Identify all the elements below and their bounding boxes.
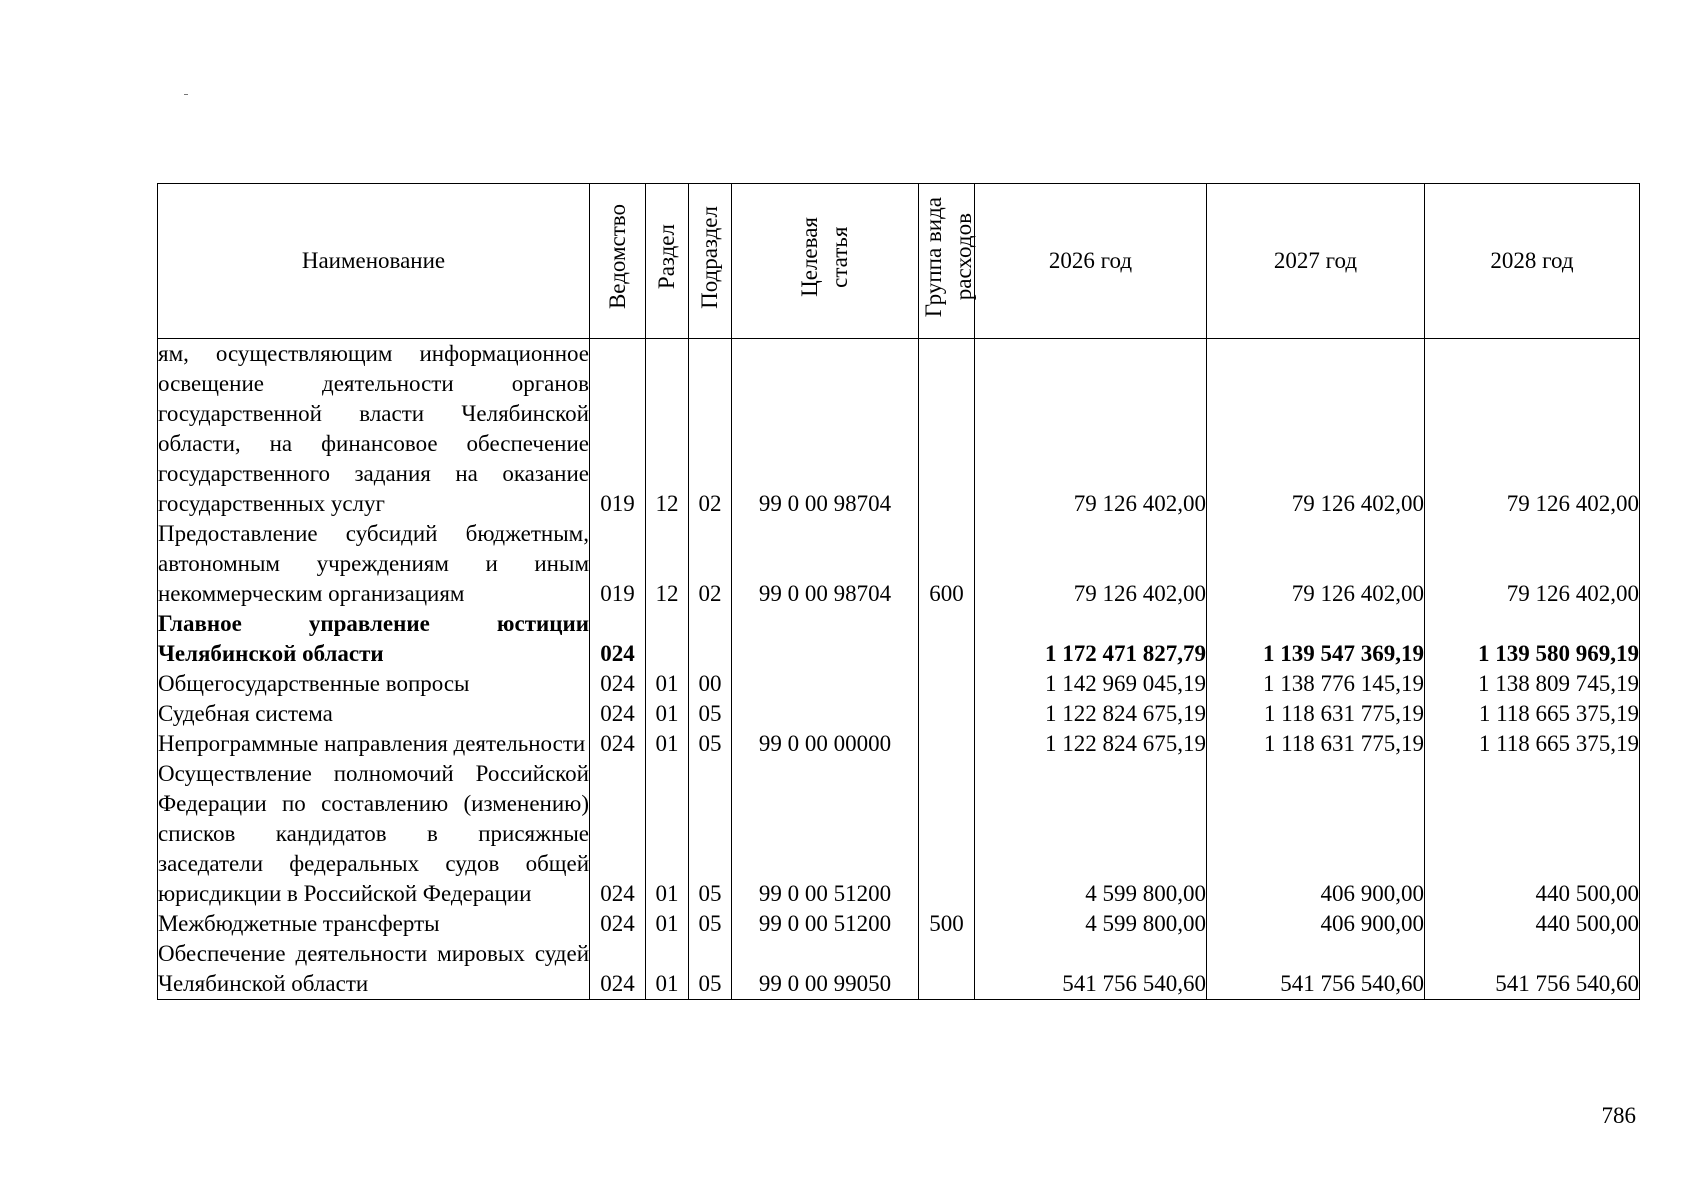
cell-2028: 440 500,00 xyxy=(1425,759,1640,909)
header-podrazdel-label: Подраздел xyxy=(697,205,722,309)
header-target xyxy=(732,184,919,339)
table-row xyxy=(158,609,1640,669)
cell-2027: 541 756 540,60 xyxy=(1207,939,1425,1000)
cell-razdel xyxy=(646,609,689,669)
table-row xyxy=(158,669,1640,699)
header-row xyxy=(158,184,1640,339)
cell-name: Судебная система xyxy=(158,699,590,729)
cell-razdel: 01 xyxy=(646,939,689,1000)
cell-2026: 1 122 824 675,19 xyxy=(975,729,1207,759)
cell-2026: 1 172 471 827,79 xyxy=(975,609,1207,669)
table-row xyxy=(158,339,1640,520)
cell-group xyxy=(919,669,975,699)
cell-razdel: 12 xyxy=(646,339,689,520)
cell-2028: 541 756 540,60 xyxy=(1425,939,1640,1000)
table-row xyxy=(158,759,1640,909)
cell-vedomstvo: 019 xyxy=(590,339,646,520)
cell-group: 500 xyxy=(919,909,975,939)
cell-target: 99 0 00 98704 xyxy=(732,339,919,520)
cell-name: Обеспечение деятельности мировых судей Челябинской области xyxy=(158,939,590,1000)
table-row xyxy=(158,519,1640,609)
cell-2027: 1 138 776 145,19 xyxy=(1207,669,1425,699)
cell-name: Общегосударственные вопросы xyxy=(158,669,590,699)
cell-2026: 79 126 402,00 xyxy=(975,519,1207,609)
cell-vedomstvo: 024 xyxy=(590,759,646,909)
budget-table xyxy=(157,183,1640,1000)
cell-vedomstvo: 024 xyxy=(590,669,646,699)
header-2028: 2028 год xyxy=(1425,184,1640,339)
header-razdel xyxy=(646,184,689,339)
header-vedomstvo-label: Ведомство xyxy=(604,204,630,310)
header-2026: 2026 год xyxy=(975,184,1207,339)
table-body xyxy=(158,339,1640,1000)
cell-target xyxy=(732,699,919,729)
cell-2028: 440 500,00 xyxy=(1425,909,1640,939)
cell-name: ям, осуществляющим информационное освещение деятельности органов государственной власти Челябинской области, на финансовое обеспечение государственного задания на оказание государственных услуг xyxy=(158,339,590,520)
cell-group xyxy=(919,339,975,520)
cell-podrazdel: 05 xyxy=(689,729,732,759)
cell-podrazdel: 05 xyxy=(689,699,732,729)
cell-vedomstvo: 024 xyxy=(590,729,646,759)
cell-group xyxy=(919,699,975,729)
cell-group xyxy=(919,609,975,669)
header-podrazdel xyxy=(689,184,732,339)
cell-target xyxy=(732,609,919,669)
scan-speck xyxy=(184,94,188,95)
cell-target: 99 0 00 99050 xyxy=(732,939,919,1000)
cell-2027: 406 900,00 xyxy=(1207,909,1425,939)
cell-target: 99 0 00 51200 xyxy=(732,759,919,909)
cell-razdel: 01 xyxy=(646,729,689,759)
cell-2026: 1 122 824 675,19 xyxy=(975,699,1207,729)
cell-target: 99 0 00 51200 xyxy=(732,909,919,939)
cell-vedomstvo: 024 xyxy=(590,699,646,729)
header-name: Наименование xyxy=(158,184,590,339)
cell-2027: 1 118 631 775,19 xyxy=(1207,699,1425,729)
cell-name: Предоставление субсидий бюджетным, автономным учреждениям и иным некоммерческим организациям xyxy=(158,519,590,609)
cell-2027: 79 126 402,00 xyxy=(1207,339,1425,520)
header-vedomstvo xyxy=(590,184,646,339)
header-razdel-label: Раздел xyxy=(654,224,679,290)
cell-name: Межбюджетные трансферты xyxy=(158,909,590,939)
cell-group xyxy=(919,729,975,759)
cell-2027: 79 126 402,00 xyxy=(1207,519,1425,609)
cell-vedomstvo: 024 xyxy=(590,909,646,939)
cell-2027: 1 139 547 369,19 xyxy=(1207,609,1425,669)
cell-vedomstvo: 019 xyxy=(590,519,646,609)
cell-2028: 1 139 580 969,19 xyxy=(1425,609,1640,669)
cell-2028: 79 126 402,00 xyxy=(1425,339,1640,520)
cell-group xyxy=(919,939,975,1000)
cell-target: 99 0 00 98704 xyxy=(732,519,919,609)
cell-2027: 1 118 631 775,19 xyxy=(1207,729,1425,759)
cell-2026: 4 599 800,00 xyxy=(975,759,1207,909)
cell-razdel: 01 xyxy=(646,909,689,939)
cell-2026: 79 126 402,00 xyxy=(975,339,1207,520)
cell-2028: 1 118 665 375,19 xyxy=(1425,699,1640,729)
table-row xyxy=(158,939,1640,1000)
cell-podrazdel: 05 xyxy=(689,759,732,909)
cell-name: Главное управление юстиции Челябинской области xyxy=(158,609,590,669)
cell-group xyxy=(919,759,975,909)
header-2027: 2027 год xyxy=(1207,184,1425,339)
cell-name: Осуществление полномочий Российской Федерации по составлению (изменению) списков кандидатов в присяжные заседатели федеральных судов общей юрисдикции в Российской Федерации xyxy=(158,759,590,909)
cell-razdel: 12 xyxy=(646,519,689,609)
header-group-label: Группа вида расходов xyxy=(921,196,976,318)
cell-podrazdel: 02 xyxy=(689,339,732,520)
cell-2028: 1 118 665 375,19 xyxy=(1425,729,1640,759)
cell-2026: 541 756 540,60 xyxy=(975,939,1207,1000)
table-row xyxy=(158,729,1640,759)
cell-razdel: 01 xyxy=(646,699,689,729)
table-row xyxy=(158,909,1640,939)
cell-2028: 1 138 809 745,19 xyxy=(1425,669,1640,699)
header-target-label: Целевая статья xyxy=(797,217,852,297)
table-row xyxy=(158,699,1640,729)
cell-target: 99 0 00 00000 xyxy=(732,729,919,759)
cell-2028: 79 126 402,00 xyxy=(1425,519,1640,609)
cell-target xyxy=(732,669,919,699)
cell-podrazdel: 05 xyxy=(689,909,732,939)
cell-podrazdel: 05 xyxy=(689,939,732,1000)
cell-2026: 1 142 969 045,19 xyxy=(975,669,1207,699)
cell-razdel: 01 xyxy=(646,669,689,699)
cell-vedomstvo: 024 xyxy=(590,609,646,669)
cell-2026: 4 599 800,00 xyxy=(975,909,1207,939)
cell-podrazdel xyxy=(689,609,732,669)
page-number: 786 xyxy=(1601,1103,1636,1128)
cell-vedomstvo: 024 xyxy=(590,939,646,1000)
cell-podrazdel: 00 xyxy=(689,669,732,699)
cell-2027: 406 900,00 xyxy=(1207,759,1425,909)
cell-name: Непрограммные направления деятельности xyxy=(158,729,590,759)
cell-podrazdel: 02 xyxy=(689,519,732,609)
cell-razdel: 01 xyxy=(646,759,689,909)
cell-group: 600 xyxy=(919,519,975,609)
header-group xyxy=(919,184,975,339)
